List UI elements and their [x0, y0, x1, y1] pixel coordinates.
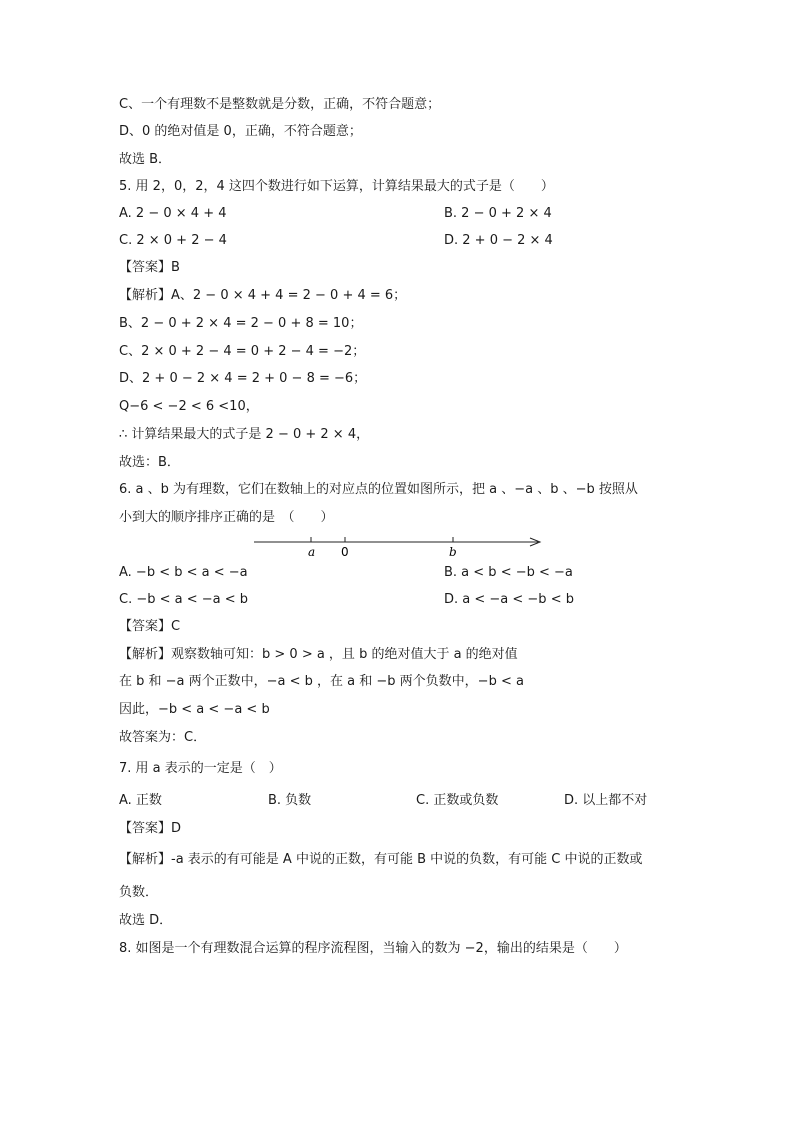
explanation-line: 在 b 和 −a 两个正数中，−a < b ，在 a 和 −b 两个负数中，−b < a [119, 674, 524, 689]
option-a: A. 正数 [119, 793, 162, 808]
explanation-line: 故选 D． [119, 913, 173, 928]
explanation-line: 【解析】观察数轴可知：b > 0 > a ，且 b 的绝对值大于 a 的绝对值 [119, 647, 518, 662]
explanation-line: 【解析】-a 表示的有可能是 A 中说的正数，有可能 B 中说的负数，有可能 C 中说的正数或 [119, 852, 643, 867]
question-5: 5. 用 2，0，2，4 这四个数进行如下运算，计算结果最大的式子是（ ） [119, 179, 554, 194]
explanation-line: ∴ 计算结果最大的式子是 2 − 0 + 2 × 4， [119, 427, 370, 442]
text-line: C、一个有理数不是整数就是分数，正确，不符合题意； [119, 97, 441, 112]
explanation-line: 【解析】A、2 − 0 × 4 + 4 = 2 − 0 + 4 = 6； [119, 288, 407, 303]
number-line-diagram [250, 532, 550, 562]
explanation-line: B、2 − 0 + 2 × 4 = 2 − 0 + 8 = 10； [119, 316, 363, 331]
explanation-line: D、2 + 0 − 2 × 4 = 2 + 0 − 8 = −6； [119, 371, 367, 386]
option-d: D. 以上都不对 [564, 793, 648, 808]
question-7: 7. 用 a 表示的一定是（ ） [119, 761, 282, 776]
text-line: D、0 的绝对值是 0，正确，不符合题意； [119, 124, 362, 139]
option-d: D. 2 + 0 − 2 × 4 [444, 233, 553, 248]
explanation-line: 故答案为：C． [119, 730, 207, 745]
option-c: C. 正数或负数 [416, 793, 499, 808]
question-6: 6. a 、b 为有理数，它们在数轴上的对应点的位置如图所示，把 a 、−a 、b 、−b 按照从 [119, 482, 638, 497]
explanation-line: Q−6 < −2 < 6 <10， [119, 399, 259, 414]
label-a: a [308, 545, 316, 559]
option-a: A. −b < b < a < −a [119, 565, 248, 580]
option-b: B. 2 − 0 + 2 × 4 [444, 206, 552, 221]
label-b: b [449, 545, 457, 559]
explanation-line: 因此，−b < a < −a < b [119, 702, 270, 717]
answer-7: 【答案】D [119, 821, 182, 836]
explanation-line: C、2 × 0 + 2 − 4 = 0 + 2 − 4 = −2； [119, 344, 366, 359]
explanation-line: 故选：B． [119, 455, 180, 470]
label-zero: 0 [341, 545, 349, 559]
option-c: C. 2 × 0 + 2 − 4 [119, 233, 227, 248]
answer-5: 【答案】B [119, 260, 180, 275]
question-8: 8. 如图是一个有理数混合运算的程序流程图，当输入的数为 −2，输出的结果是（ ） [119, 941, 627, 956]
option-d: D. a < −a < −b < b [444, 592, 574, 607]
option-b: B. a < b < −b < −a [444, 565, 573, 580]
text-line: 故选 B． [119, 152, 172, 167]
option-c: C. −b < a < −a < b [119, 592, 249, 607]
option-b: B. 负数 [268, 793, 312, 808]
option-a: A. 2 − 0 × 4 + 4 [119, 206, 227, 221]
answer-6: 【答案】C [119, 619, 181, 634]
question-6-cont: 小到大的顺序排序正确的是 （ ） [119, 510, 334, 525]
explanation-line: 负数． [119, 885, 159, 900]
